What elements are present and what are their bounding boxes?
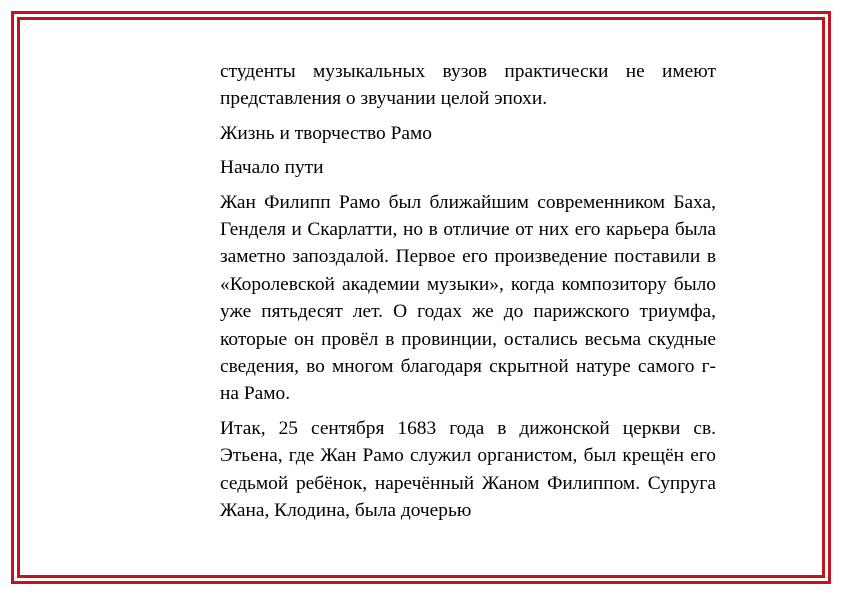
subsection-heading: Начало пути xyxy=(220,157,324,179)
paragraph-baptism: Итак, 25 сентября 1683 года в дижонской церкви св. Этьена, где Жан Рамо служил органистом, был крещён его седьмой ребёнок, наречённый Жаном Филиппом. Супруга Жана, Клодина, была дочерью xyxy=(220,417,716,522)
text-body xyxy=(220,58,716,532)
paragraph-continuation: студенты музыкальных вузов практически не имеют представления о звучании целой эпохи. xyxy=(220,61,716,110)
section-heading: Жизнь и творчество Рамо xyxy=(220,122,432,144)
paragraph-biography: Жан Филипп Рамо был ближайшим современником Баха, Генделя и Скарлатти, но в отличие от них его карьера была заметно запоздалой. Первое его произведение поставили в «Королевской академии музыки», когда композитору было уже пятьдесят лет. О годах же до парижского триумфа, которые он провёл в провинции, остались весьма скудные сведения, во многом благодаря скрытной натуре самого г-на Рамо. xyxy=(220,191,716,405)
